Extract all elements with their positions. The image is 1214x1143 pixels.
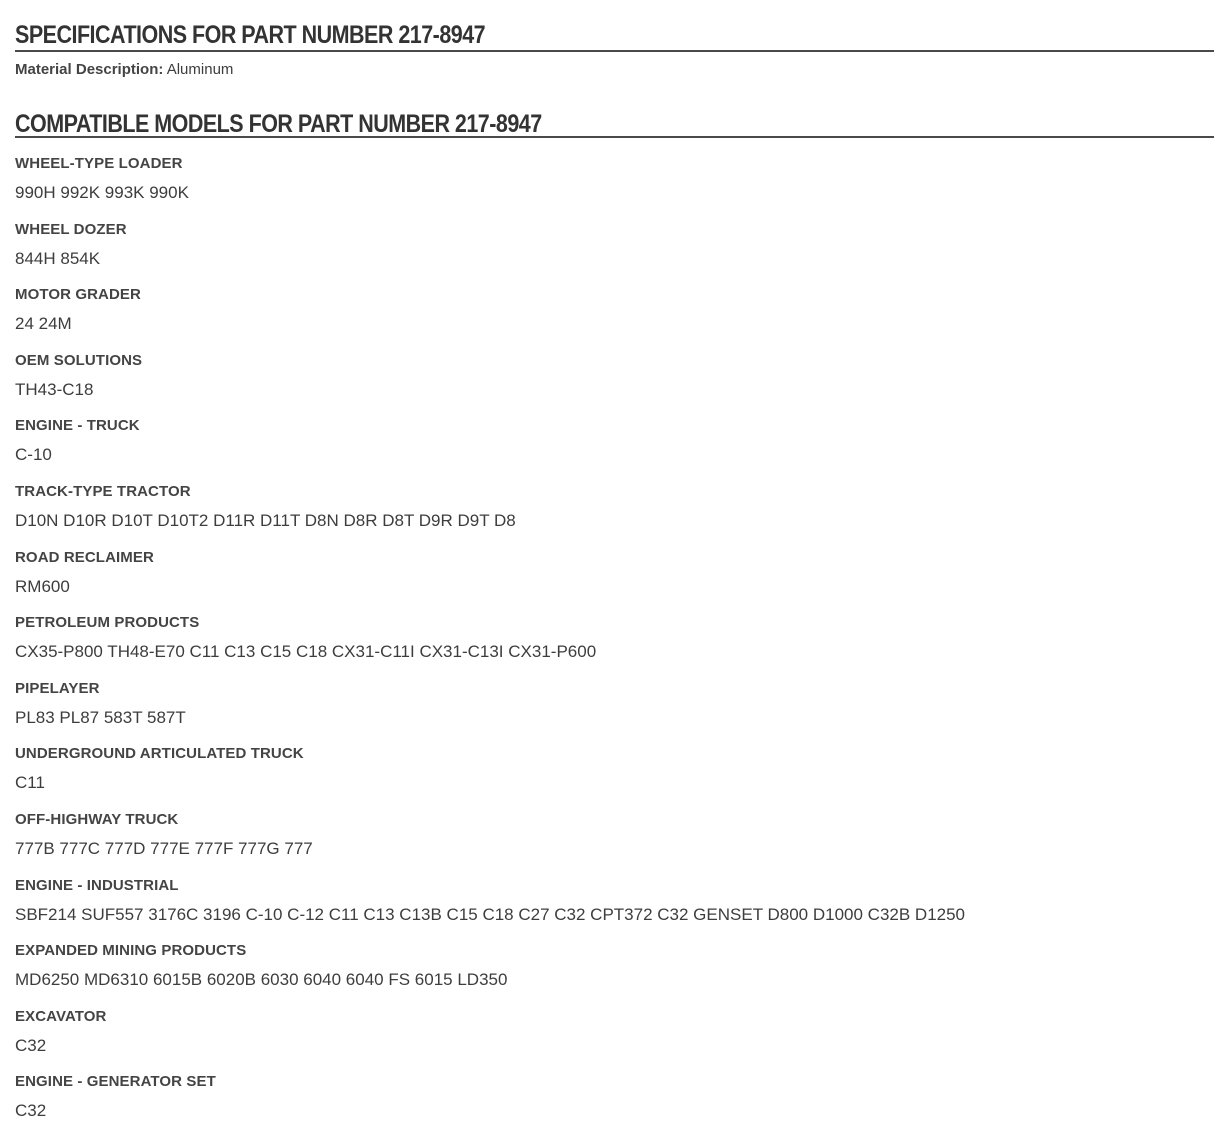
model-group-category: OFF-HIGHWAY TRUCK <box>15 810 179 828</box>
model-group-category: ENGINE - GENERATOR SET <box>15 1073 216 1091</box>
model-group-models: TH43-C18 <box>15 379 94 399</box>
model-group-models: 777B 777C 777D 777E 777F 777G 777 <box>15 838 313 858</box>
model-group-models: RM600 <box>15 576 70 596</box>
model-group <box>15 942 1214 1008</box>
model-group <box>15 155 1214 221</box>
model-group-category: EXCAVATOR <box>15 1007 107 1025</box>
model-group <box>15 483 1214 549</box>
model-group <box>15 877 1214 943</box>
material-description-label: Material Description: <box>15 61 164 78</box>
model-group-models: CX35-P800 TH48-E70 C11 C13 C15 C18 CX31-C11I CX31-C13I CX31-P600 <box>15 642 597 662</box>
model-group-category: OEM SOLUTIONS <box>15 351 143 369</box>
model-group-models: SBF214 SUF557 3176C 3196 C-10 C-12 C11 C13 C13B C15 C18 C27 C32 CPT372 C32 GENSET D800 D1000 C32B D1250 <box>15 904 966 924</box>
model-group <box>15 811 1214 877</box>
model-group-category: ENGINE - TRUCK <box>15 417 140 435</box>
model-group <box>15 221 1214 287</box>
model-group <box>15 549 1214 615</box>
model-group-models: PL83 PL87 583T 587T <box>15 707 186 727</box>
model-group-models: C11 <box>15 773 45 793</box>
model-group <box>15 745 1214 811</box>
model-group-category: MOTOR GRADER <box>15 286 141 304</box>
model-group <box>15 417 1214 483</box>
material-description <box>15 61 1214 79</box>
model-group-category: PIPELAYER <box>15 679 100 697</box>
specifications-header <box>15 0 1214 52</box>
model-group-models: C32 <box>15 1035 47 1055</box>
model-group-models: 990H 992K 993K 990K <box>15 183 189 202</box>
compatible-models-list <box>15 155 1214 1139</box>
specifications-title: SPECIFICATIONS FOR PART NUMBER 217-8947 <box>15 21 486 49</box>
model-group <box>15 352 1214 418</box>
model-group-models: 844H 854K <box>15 248 101 268</box>
compatible-models-title: COMPATIBLE MODELS FOR PART NUMBER 217-8947 <box>15 110 542 138</box>
compatible-models-header <box>15 109 1214 138</box>
model-group-category: TRACK-TYPE TRACTOR <box>15 482 191 500</box>
model-group-category: EXPANDED MINING PRODUCTS <box>15 942 247 960</box>
model-group-category: WHEEL-TYPE LOADER <box>15 155 183 172</box>
model-group-models: C-10 <box>15 445 52 465</box>
model-group <box>15 1073 1214 1139</box>
model-group-models: 24 24M <box>15 314 72 334</box>
model-group-category: PETROLEUM PRODUCTS <box>15 614 200 632</box>
model-group-models: C32 <box>15 1101 47 1121</box>
model-group-category: ROAD RECLAIMER <box>15 548 154 566</box>
model-group-models: MD6250 MD6310 6015B 6020B 6030 6040 6040 FS 6015 LD350 <box>15 970 508 990</box>
model-group <box>15 286 1214 352</box>
model-group <box>15 680 1214 746</box>
model-group-category: WHEEL DOZER <box>15 220 127 238</box>
model-group-models: D10N D10R D10T D10T2 D11R D11T D8N D8R D8T D9R D9T D8 <box>15 510 516 530</box>
model-group <box>15 1008 1214 1074</box>
material-description-value: Aluminum <box>166 61 234 78</box>
model-group <box>15 614 1214 680</box>
model-group-category: UNDERGROUND ARTICULATED TRUCK <box>15 745 304 763</box>
model-group-category: ENGINE - INDUSTRIAL <box>15 876 179 894</box>
